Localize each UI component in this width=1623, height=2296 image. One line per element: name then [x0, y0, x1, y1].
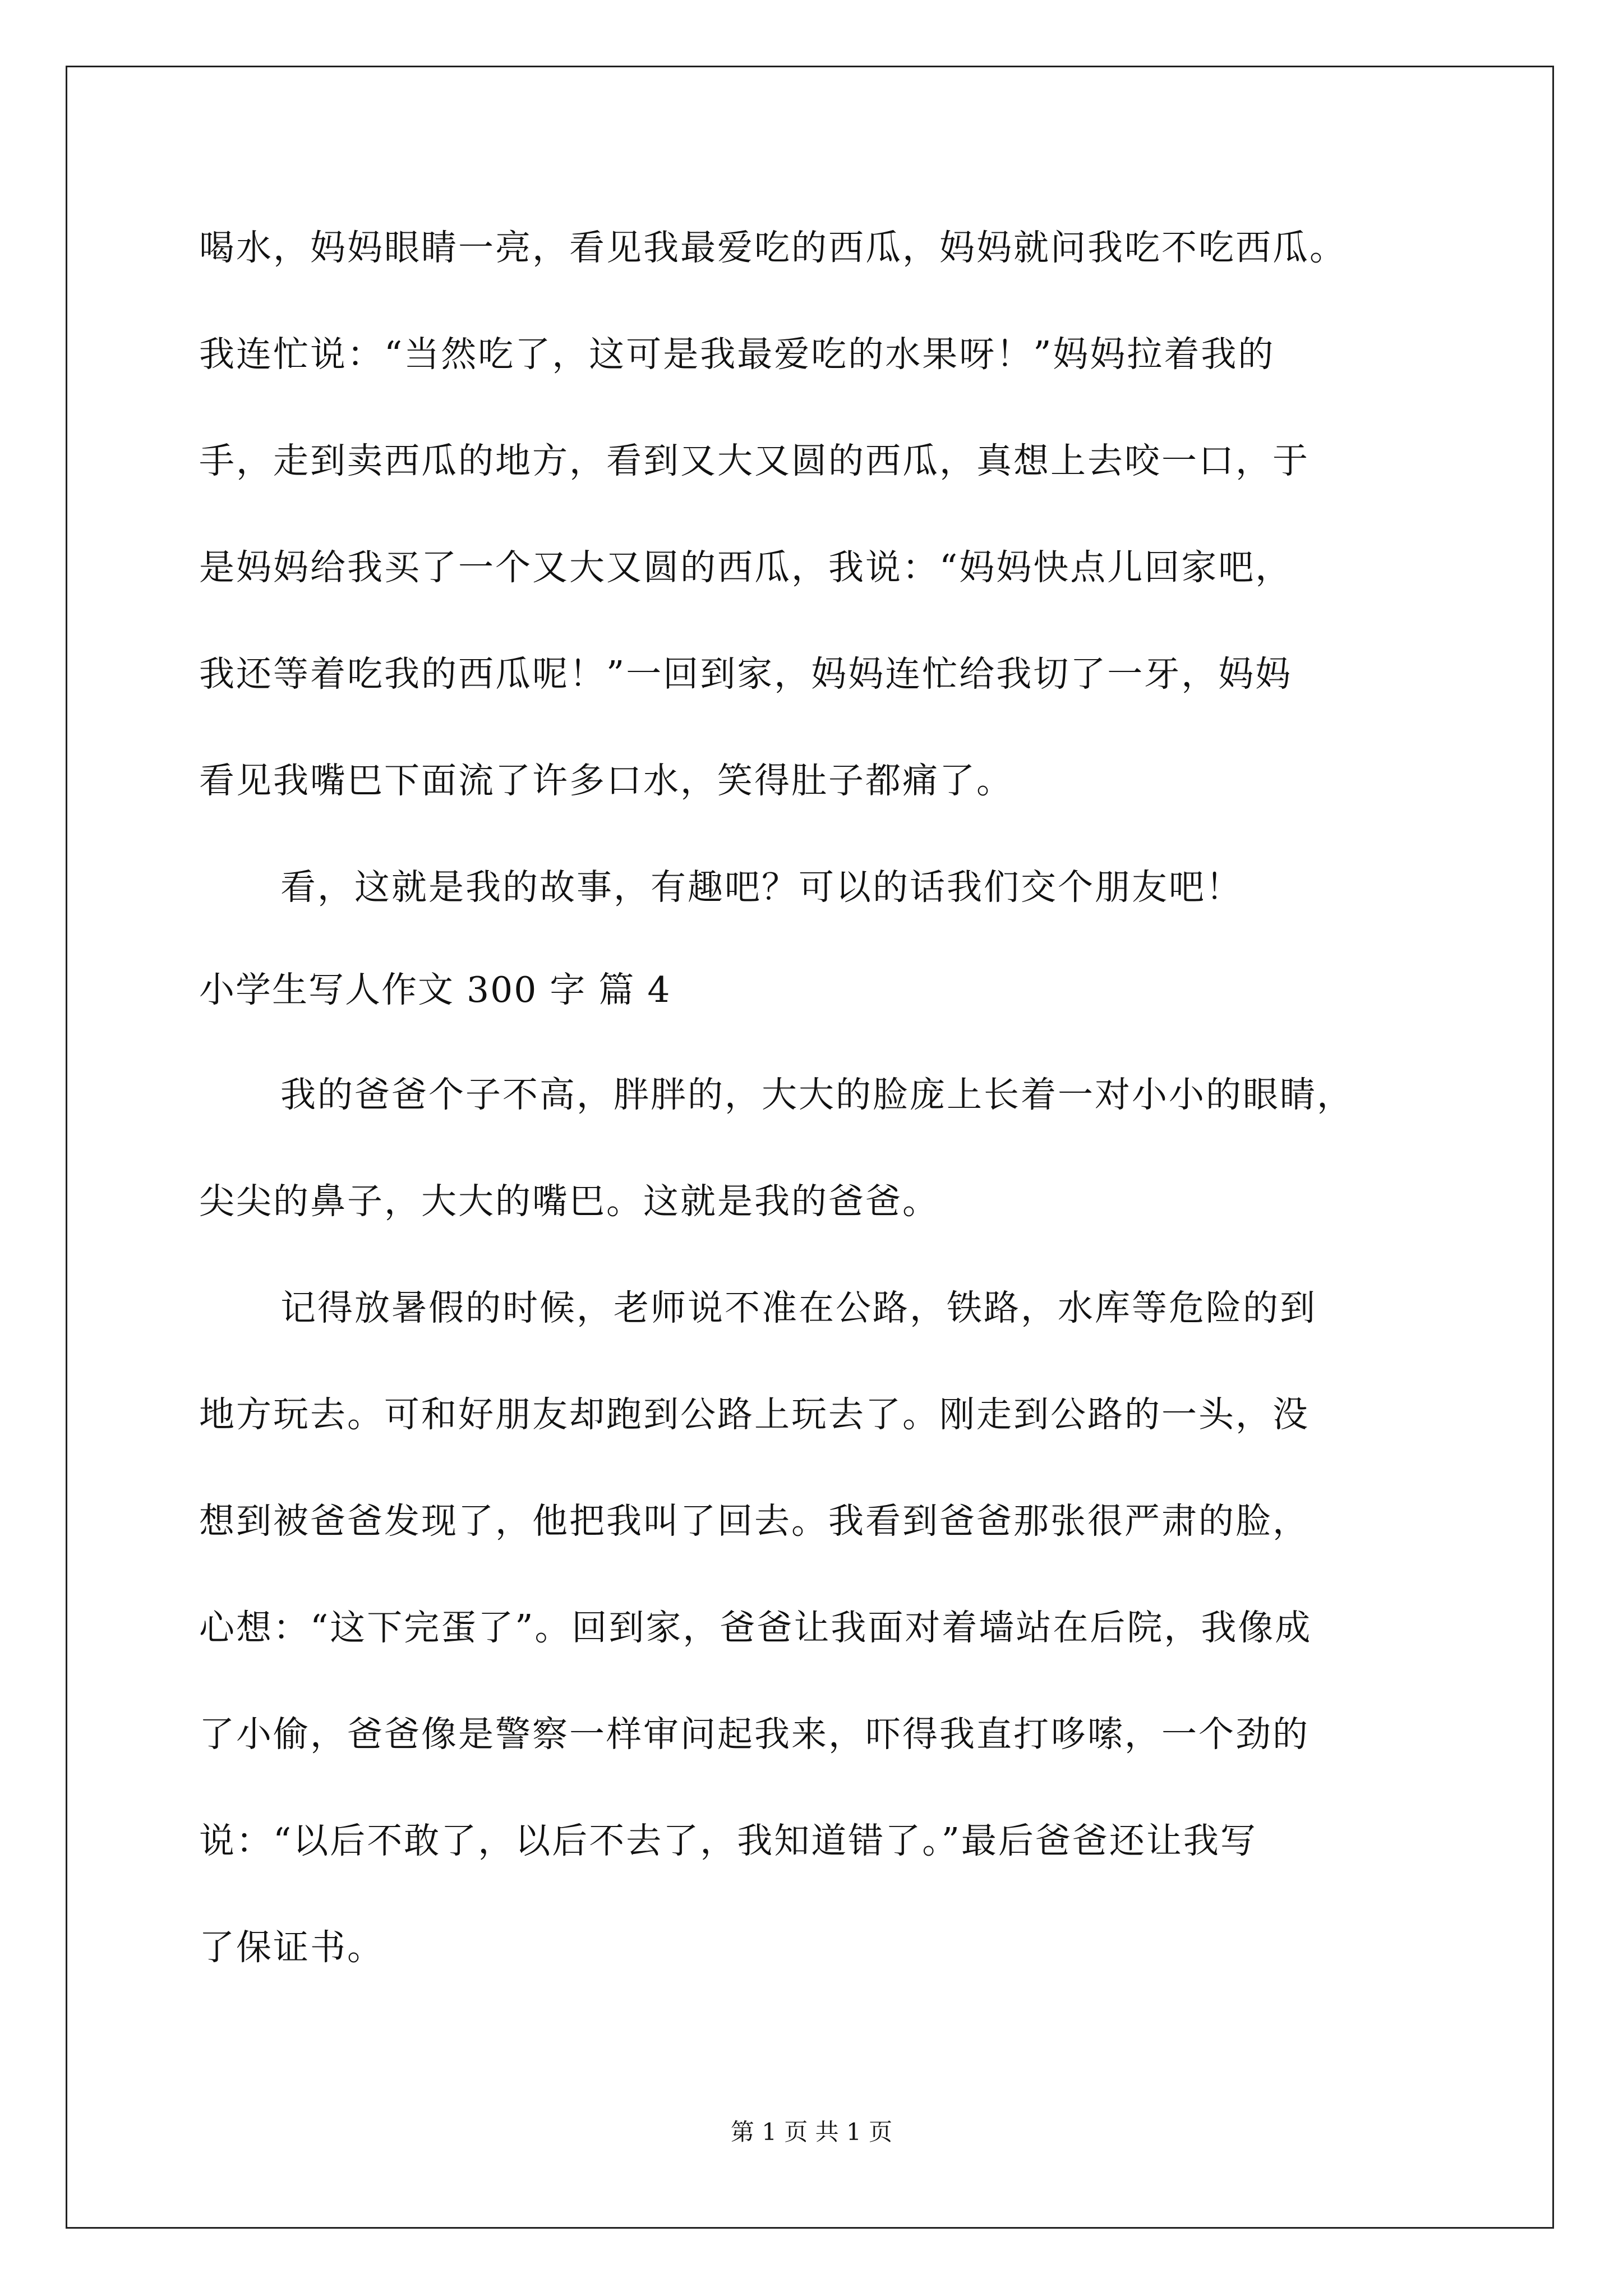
page-number-footer: 第 1 页 共 1 页: [730, 2118, 893, 2146]
page-border: [66, 66, 1554, 2229]
text-line: 我连忙说：“当然吃了，这可是我最爱吃的水果呀！”妈妈拉着我的: [199, 334, 1275, 375]
text-line: 了小偷，爸爸像是警察一样审问起我来，吓得我直打哆嗦，一个劲的: [199, 1714, 1310, 1755]
text-line: 是妈妈给我买了一个又大又圆的西瓜，我说：“妈妈快点儿回家吧，: [199, 547, 1293, 588]
text-line: 想到被爸爸发现了，他把我叫了回去。我看到爸爸那张很严肃的脸，: [199, 1501, 1310, 1542]
text-line: 心想：“这下完蛋了”。回到家，爸爸让我面对着墙站在后院，我像成: [199, 1607, 1312, 1648]
text-line: 喝水，妈妈眼睛一亮，看见我最爱吃的西瓜，妈妈就问我吃不吃西瓜。: [199, 227, 1347, 268]
text-line: 了保证书。: [199, 1927, 384, 1968]
text-line: 手，走到卖西瓜的地方，看到又大又圆的西瓜，真想上去咬一口，于: [199, 440, 1310, 481]
text-line: 看见我嘴巴下面流了许多口水，笑得肚子都痛了。: [199, 760, 1013, 801]
text-line: 地方玩去。可和好朋友却跑到公路上玩去了。刚走到公路的一头，没: [199, 1394, 1310, 1435]
text-line: 尖尖的鼻子，大大的嘴巴。这就是我的爸爸。: [199, 1181, 939, 1222]
text-line: 记得放暑假的时候，老师说不准在公路，铁路，水库等危险的到: [280, 1287, 1317, 1328]
section-heading: 小学生写人作文 300 字 篇 4: [199, 969, 671, 1010]
text-line: 我的爸爸个子不高，胖胖的，大大的脸庞上长着一对小小的眼睛，: [280, 1074, 1354, 1115]
text-line: 说：“以后不敢了，以后不去了，我知道错了。”最后爸爸还让我写: [199, 1820, 1257, 1861]
text-line: 看，这就是我的故事，有趣吧？可以的话我们交个朋友吧！: [280, 867, 1243, 908]
text-line: 我还等着吃我的西瓜呢！”一回到家，妈妈连忙给我切了一牙，妈妈: [199, 654, 1293, 694]
